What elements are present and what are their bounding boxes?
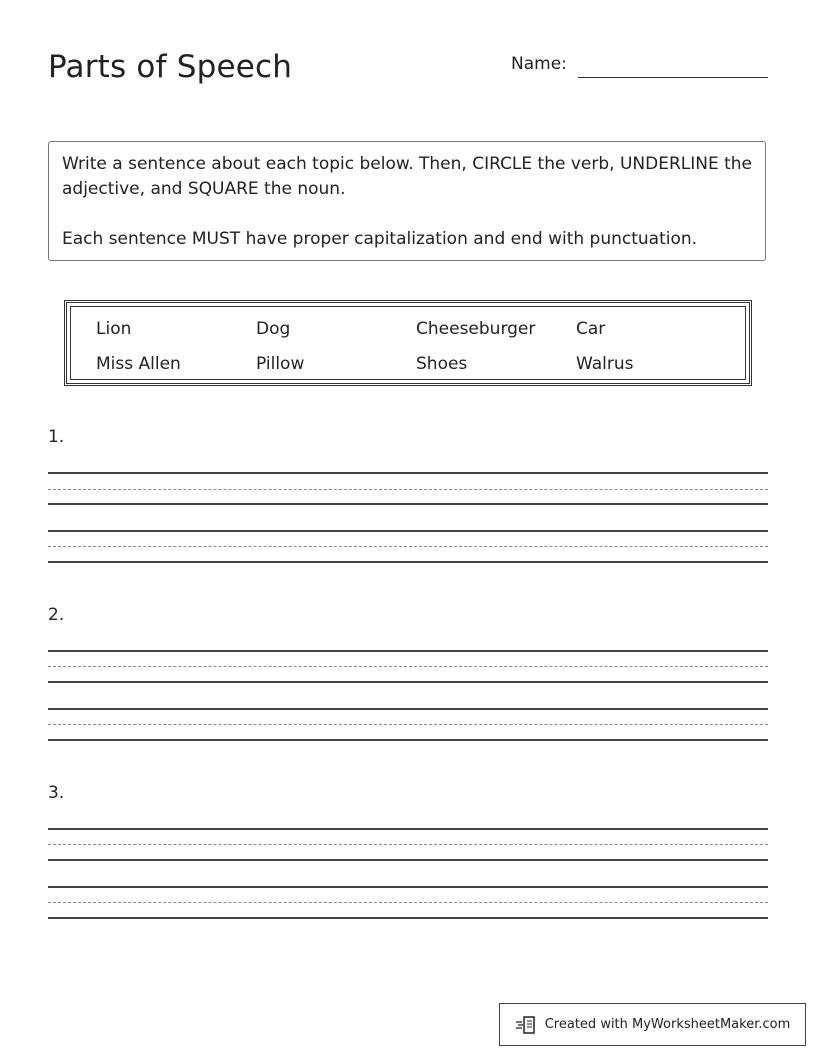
handwriting-top-line: [48, 886, 768, 888]
handwriting-mid-line: [48, 844, 768, 845]
handwriting-top-line: [48, 472, 768, 474]
handwriting-mid-line: [48, 489, 768, 490]
question-number: 2.: [48, 605, 65, 625]
handwriting-base-line: [48, 561, 768, 563]
question-number: 1.: [48, 427, 65, 447]
word-bank: [64, 300, 752, 386]
page-title: Parts of Speech: [48, 49, 293, 85]
word-bank-item: Shoes: [416, 354, 468, 374]
handwriting-mid-line: [48, 546, 768, 547]
handwriting-base-line: [48, 917, 768, 919]
word-bank-item: Miss Allen: [96, 354, 181, 374]
handwriting-base-line: [48, 739, 768, 741]
footer-text: Created with MyWorksheetMaker.com: [544, 1017, 791, 1032]
handwriting-top-line: [48, 708, 768, 710]
footer-credit: [499, 1003, 806, 1046]
handwriting-top-line: [48, 828, 768, 830]
word-bank-item: Car: [576, 319, 606, 339]
instructions-text: Write a sentence about each topic below. Then, CIRCLE the verb, UNDERLINE the adjective, and SQUARE the noun.: [62, 154, 753, 199]
worksheet-maker-logo-icon: [515, 1015, 537, 1035]
instructions-rule: Each sentence MUST have proper capitalization and end with punctuation.: [62, 229, 698, 249]
word-bank-item: Lion: [96, 319, 132, 339]
name-label: Name:: [511, 54, 567, 74]
handwriting-top-line: [48, 530, 768, 532]
handwriting-mid-line: [48, 666, 768, 667]
handwriting-base-line: [48, 859, 768, 861]
handwriting-base-line: [48, 503, 768, 505]
word-bank-item: Cheeseburger: [416, 319, 536, 339]
word-bank-item: Walrus: [576, 354, 634, 374]
name-input-line[interactable]: [578, 77, 768, 78]
handwriting-top-line: [48, 650, 768, 652]
handwriting-base-line: [48, 681, 768, 683]
handwriting-mid-line: [48, 902, 768, 903]
word-bank-item: Dog: [256, 319, 291, 339]
handwriting-mid-line: [48, 724, 768, 725]
question-number: 3.: [48, 783, 65, 803]
word-bank-item: Pillow: [256, 354, 305, 374]
instructions-box: [48, 141, 766, 261]
